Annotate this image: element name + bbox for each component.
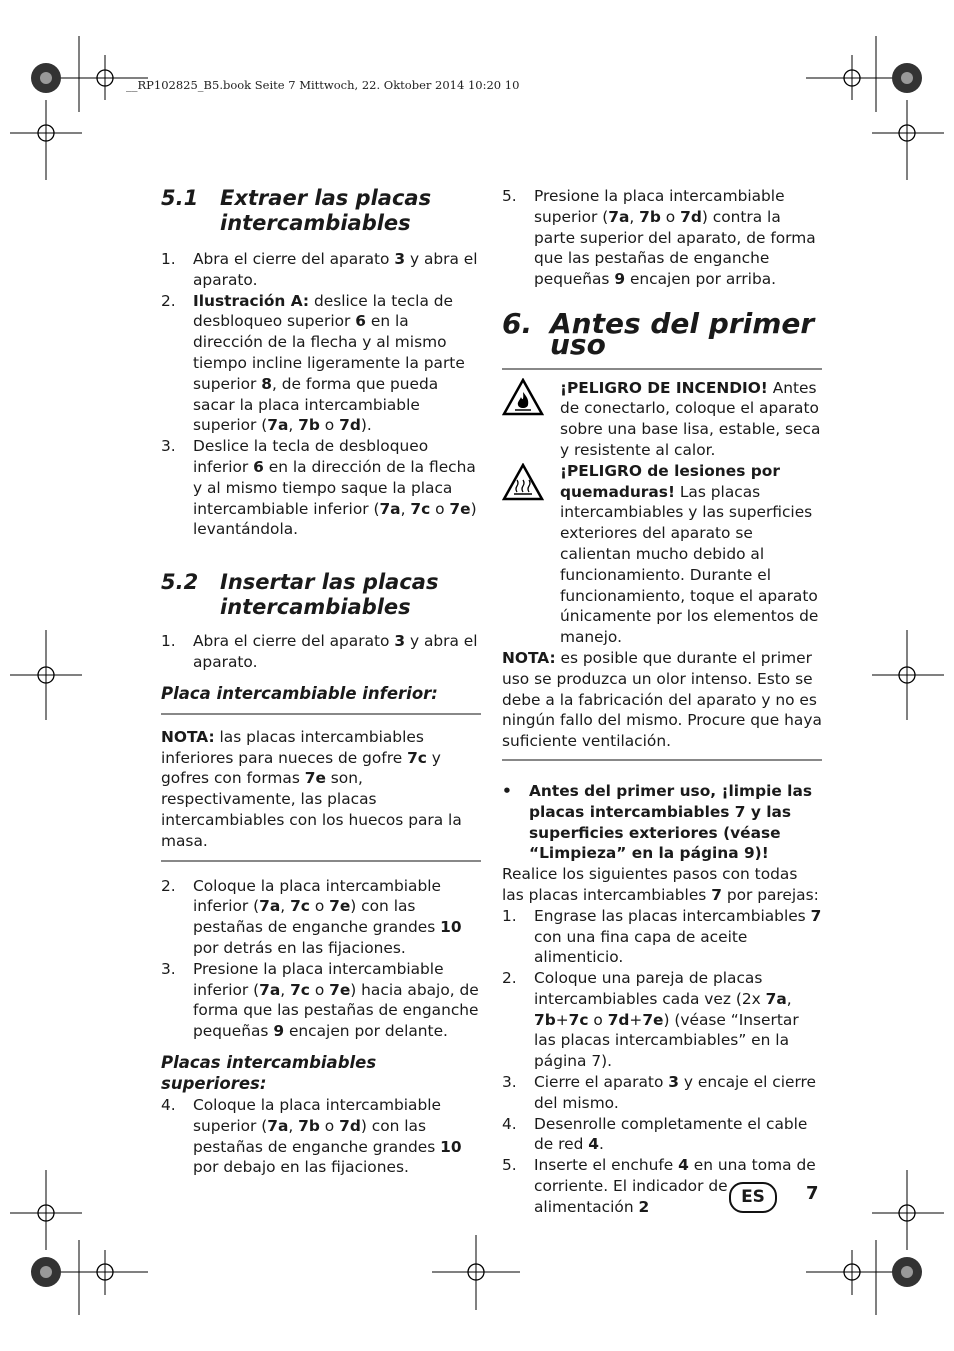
steps-list (161, 631, 481, 673)
step-item (502, 1072, 822, 1114)
page-number: 7 (806, 1183, 819, 1204)
step-item (161, 959, 481, 1042)
subheading-lower-plate: Placa intercambiable inferior: (161, 683, 438, 703)
note-text: NOTA: las placas intercambiables inferiores para nueces de gofre 7c y gofres con formas 7e son, respectivamente, las placas intercambiables con los huecos para la masa. (161, 727, 462, 850)
step-text: Abra el cierre del aparato 3 y abra el aparato. (193, 250, 478, 289)
burn-warning-text: ¡PELIGRO de lesiones por quemaduras! Las placas intercambiables y las superficies exteriores del aparato se calientan mucho debido al funcionamiento. Durante el funcionamiento, toque el aparato únicamente por los elementos de manejo. (560, 461, 819, 647)
step-text: Coloque la placa intercambiable inferior (7a, 7c o 7e) con las pestañas de enganche grandes 10 por detrás en las fijaciones. (193, 876, 462, 957)
step-number: 2. (502, 969, 517, 988)
step-item (161, 876, 481, 959)
divider (502, 368, 822, 370)
steps-list (502, 906, 822, 1218)
burn-warning (502, 461, 822, 648)
step-number: 4. (161, 1095, 176, 1114)
step-number: 2. (161, 876, 176, 895)
step-text: Deslice la tecla de desbloqueo inferior 6 en la dirección de la flecha y al mismo tiempo saque la placa intercambiable inferior (7a, 7c o 7e) levantándola. (193, 437, 477, 539)
step-item (161, 291, 481, 437)
step-item (502, 906, 822, 968)
section-5-1-heading (161, 186, 481, 236)
step-text: Engrase las placas intercambiables 7 con una fina capa de aceite alimenticio. (534, 906, 822, 967)
step-number: 1. (161, 250, 176, 268)
steps-list (161, 1095, 481, 1178)
step-text: Coloque la placa intercambiable superior (7a, 7b o 7d) con las pestañas de enganche grandes 10 por debajo en las fijaciones. (193, 1095, 462, 1177)
divider (161, 860, 481, 862)
section-title: Insertar las placas intercambiables (220, 570, 439, 620)
subheading-upper-plates: Placas intercambiables superiores: (161, 1052, 377, 1093)
fire-warning (502, 378, 822, 461)
step-text: Cierre el aparato 3 y encaje el cierre del mismo. (534, 1073, 817, 1112)
step-item (502, 1114, 822, 1156)
step-number: 3. (161, 437, 176, 456)
note-text: NOTA: es posible que durante el primer uso se produzca un olor intenso. Esto se debe a la fabricación del aparato y no es ningún fallo del mismo. Procure que haya suficiente ventilación. (502, 648, 822, 751)
steps-list (161, 876, 481, 1042)
section-5-2-heading (161, 570, 481, 620)
step-text: Inserte el enchufe 4 en una toma de corriente. El indicador de alimentación 2 (534, 1156, 816, 1216)
step-number: 2. (161, 291, 176, 310)
step-number: 4. (502, 1114, 517, 1133)
section-number: 5.2 (161, 570, 199, 595)
step-item (161, 249, 481, 291)
section-number: 5.1 (161, 186, 199, 210)
step-text: Desenrolle completamente el cable de red 4. (534, 1114, 808, 1154)
steps-list (161, 249, 481, 540)
right-column (502, 186, 822, 1218)
section-6-heading (502, 306, 822, 361)
step-item (161, 1095, 481, 1178)
hot-surface-warning-icon (502, 461, 560, 648)
step-text: Abra el cierre del aparato 3 y abra el aparato. (193, 632, 478, 671)
section-title: Antes del primer uso (550, 306, 815, 361)
step-text: Coloque una pareja de placas intercambiables cada vez (2x 7a, 7b+7c o 7d+7e) (véase “Insertar las placas intercambiables” en la página 7). (534, 969, 799, 1071)
step-item (502, 186, 822, 290)
step-text: Ilustración A: deslice la tecla de desbloqueo superior 6 en la dirección de la flecha y al mismo tiempo incline ligeramente la parte superior 8, de forma que pueda sacar la placa intercambiable superior (7a, 7b o 7d). (193, 291, 465, 435)
section-number: 6. (502, 306, 533, 340)
section-title: Extraer las placas intercambiables (220, 186, 432, 235)
divider (502, 759, 822, 761)
language-badge: ES (729, 1182, 777, 1213)
step-item (161, 631, 481, 673)
step-text: Presione la placa intercambiable superior (7a, 7b o 7d) contra la parte superior del aparato, de forma que las pestañas de enganche pequeñas 9 encajen por arriba. (534, 187, 816, 289)
fire-warning-icon (502, 378, 560, 461)
intro-text: Realice los siguientes pasos con todas las placas intercambiables 7 por parejas: (502, 865, 819, 904)
bullet-text: Antes del primer uso, ¡limpie las placas intercambiables 7 y las superficies exteriores (véase “Limpieza” en la página 9)! (529, 781, 812, 863)
bullet-item: • Antes del primer uso, ¡limpie las placas intercambiables 7 y las superficies exteriores (véase “Limpieza” en la página 9)! (502, 781, 822, 864)
step-item (161, 436, 481, 540)
step-number: 5. (502, 1156, 517, 1175)
steps-list (502, 186, 822, 290)
step-number: 1. (161, 632, 176, 651)
step-number: 1. (502, 906, 517, 925)
book-header: __RP102825_B5.book Seite 7 Mittwoch, 22. Oktober 2014 10:20 10 (126, 78, 520, 92)
step-number: 3. (161, 959, 176, 978)
divider (161, 713, 481, 715)
step-number: 3. (502, 1073, 517, 1092)
fire-warning-text: ¡PELIGRO DE INCENDIO! Antes de conectarlo, coloque el aparato sobre una base lisa, estable, seca y resistente al calor. (560, 378, 821, 459)
step-number: 5. (502, 187, 517, 205)
left-column (161, 186, 481, 1178)
step-item (502, 968, 822, 1072)
step-text: Presione la placa intercambiable inferior (7a, 7c o 7e) hacia abajo, de forma que las pestañas de enganche pequeñas 9 encajen por delante. (193, 959, 479, 1041)
